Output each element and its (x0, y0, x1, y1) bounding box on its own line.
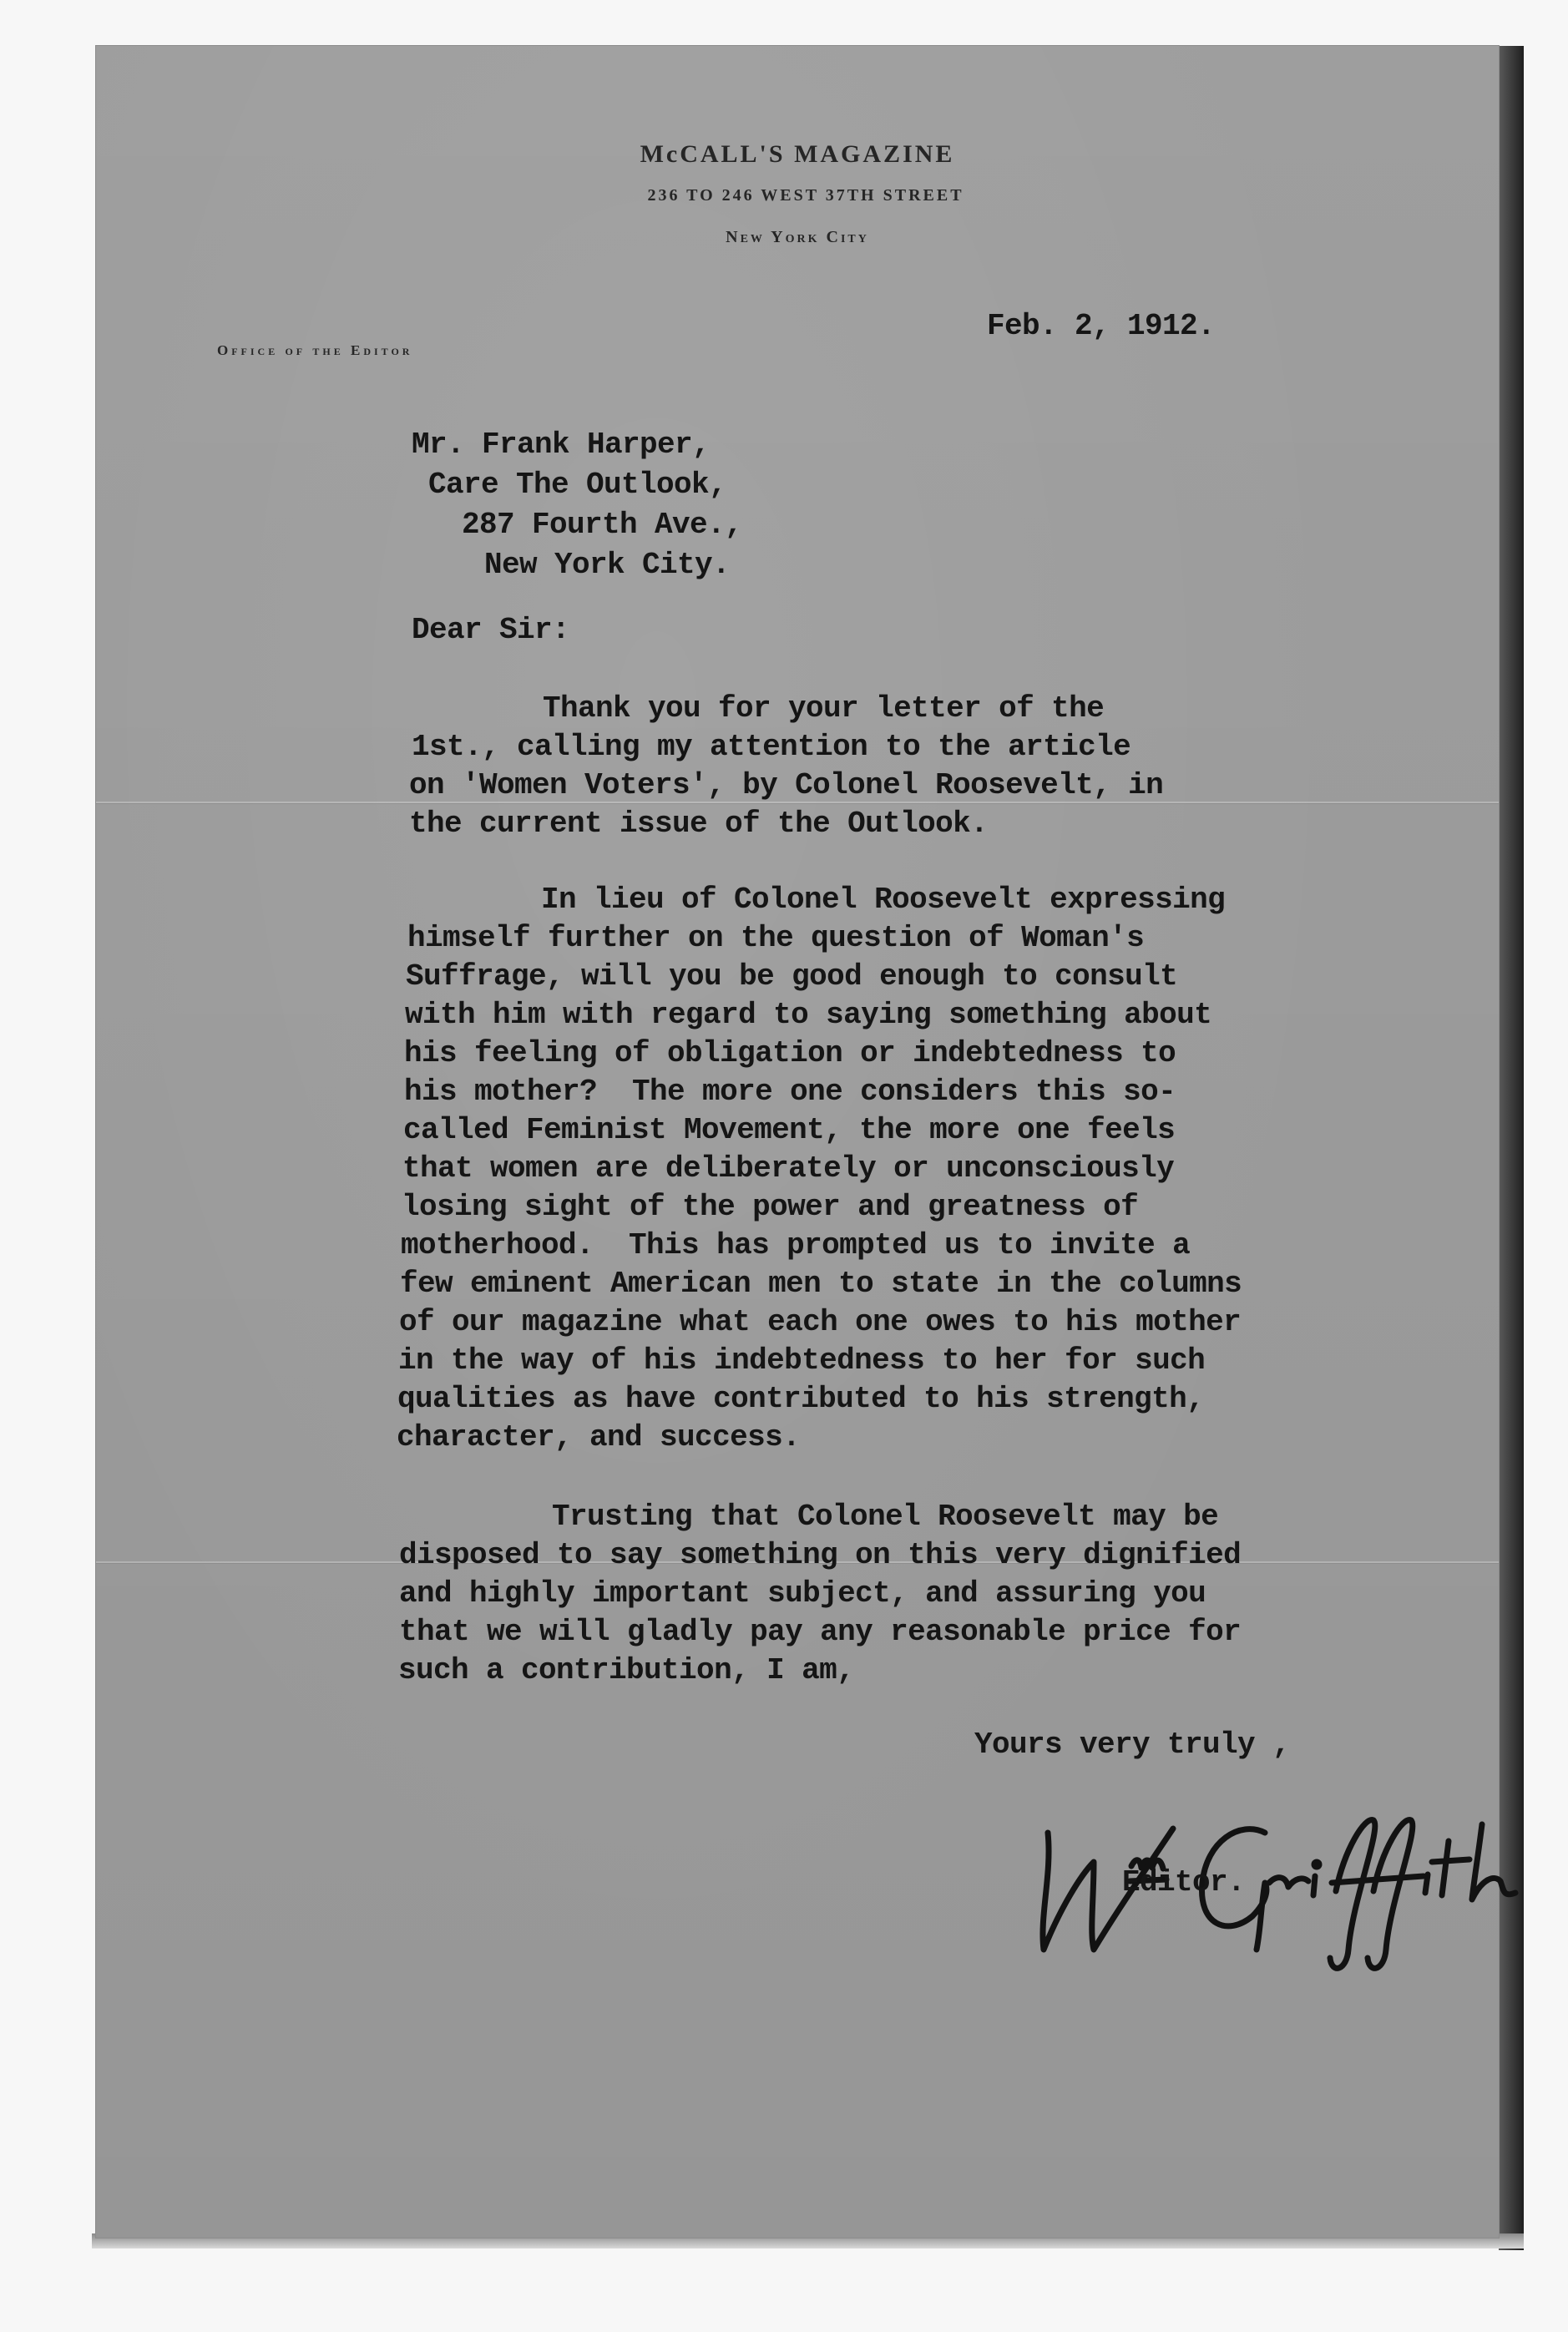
body-line: In lieu of Colonel Roosevelt expressing (541, 883, 1226, 917)
signature (1014, 1783, 1549, 1983)
body-line: himself further on the question of Woman's (407, 921, 1145, 955)
letterhead-address: 236 TO 246 WEST 37TH STREET (647, 186, 964, 205)
body-line: his feeling of obligation or indebtedness to (404, 1036, 1176, 1070)
body-line: Thank you for your letter of the (543, 691, 1105, 726)
body-line: that women are deliberately or unconsciously (402, 1151, 1175, 1186)
body-line: such a contribution, I am, (398, 1653, 855, 1687)
body-line: in the way of his indebtedness to her for such (398, 1343, 1206, 1378)
body-line: few eminent American men to state in the columns (400, 1267, 1242, 1301)
body-line: on 'Women Voters', by Colonel Roosevelt, in (409, 768, 1164, 802)
body-line: Trusting that Colonel Roosevelt may be (552, 1500, 1219, 1534)
recipient-line: Mr. Frank Harper, (412, 427, 711, 462)
body-line: his mother? The more one considers this so- (404, 1075, 1176, 1109)
body-line: of our magazine what each one owes to his mother (399, 1305, 1242, 1339)
body-line: that we will gladly pay any reasonable price for (399, 1615, 1242, 1649)
signer-title: Editor. (1122, 1865, 1246, 1899)
body-line: disposed to say something on this very dignified (399, 1538, 1242, 1572)
letterhead-title: McCALL'S MAGAZINE (640, 140, 955, 168)
body-line: losing sight of the power and greatness of (402, 1190, 1139, 1224)
body-line: qualities as have contributed to his strength, (397, 1382, 1205, 1416)
closing: Yours very truly , (974, 1728, 1291, 1762)
letterhead-city: New York City (726, 228, 869, 246)
letter-sheet (96, 46, 1499, 2238)
body-line: the current issue of the Outlook. (409, 807, 989, 841)
salutation: Dear Sir: (412, 613, 570, 647)
body-line: motherhood. This has prompted us to invite a (401, 1228, 1191, 1262)
body-line: called Feminist Movement, the more one feels (403, 1113, 1176, 1147)
body-line: character, and success. (397, 1420, 801, 1454)
body-line: Suffrage, will you be good enough to consult (406, 959, 1178, 994)
body-line: and highly important subject, and assuring you (399, 1576, 1206, 1611)
recipient-line: New York City. (484, 548, 731, 582)
recipient-line: 287 Fourth Ave., (462, 508, 743, 542)
letter-date: Feb. 2, 1912. (987, 309, 1216, 343)
office-of-editor: Office of the Editor (217, 342, 413, 358)
body-line: 1st., calling my attention to the article (412, 730, 1131, 764)
recipient-line: Care The Outlook, (428, 468, 727, 502)
body-line: with him with regard to saying something about (405, 998, 1212, 1032)
